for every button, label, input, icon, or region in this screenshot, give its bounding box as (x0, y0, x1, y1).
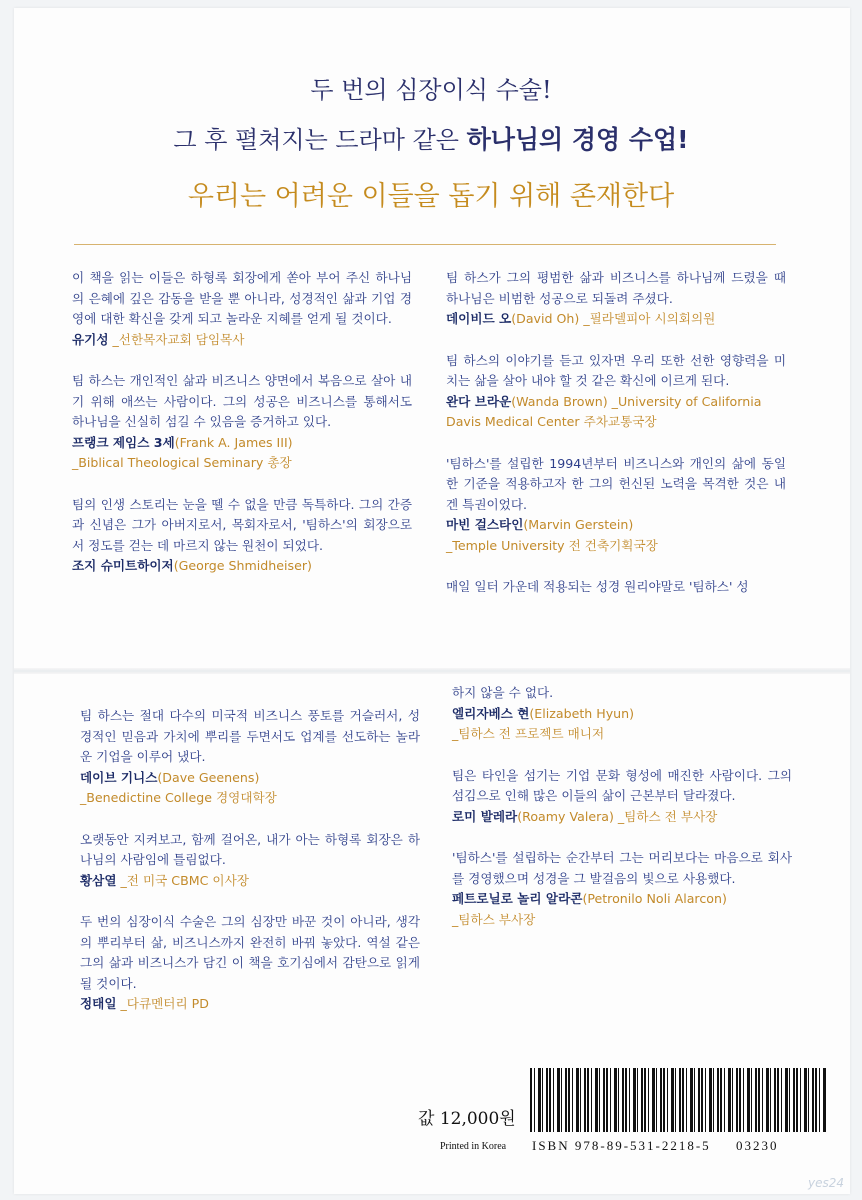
endorsement-text: 팀 하스는 개인적인 삶과 비즈니스 양면에서 복음으로 살아 내기 위해 애쓰는 사람이다. 그의 성공은 비즈니스를 통해서도 하나님을 신실히 섬길 수 있음을 증거하고 있다. (72, 373, 412, 429)
author-english-name: (Marvin Gerstein) (523, 517, 634, 532)
author-affiliation: _필라델피아 시의회의원 (579, 311, 716, 326)
author-english-name: (George Shmidheiser) (173, 558, 312, 573)
fold-crease (14, 668, 850, 674)
author-name: 프랭크 제임스 3세 (72, 434, 175, 450)
endorsement-column-1 (72, 268, 412, 598)
author-name: 페트로닐로 놀리 알라콘 (452, 891, 583, 906)
author-affiliation: _전 미국 CBMC 이사장 (116, 872, 249, 888)
endorsement (80, 830, 420, 892)
headline-line-2-bold: 하나님의 경영 수업! (466, 125, 689, 154)
author-name: 조지 슈미트하이저 (72, 558, 174, 573)
author-affiliation: _Biblical Theological Seminary 총장 (72, 455, 292, 470)
endorsement-credit (72, 433, 412, 454)
isbn-barcode (530, 1068, 826, 1132)
endorsement (452, 766, 792, 828)
endorsement-text: 팀 하스의 이야기를 듣고 있자면 우리 또한 선한 영향력을 미치는 삶을 살아 내야 할 것 같은 확신에 이르게 된다. (446, 352, 786, 388)
author-name: 유기성 (72, 331, 109, 347)
author-affiliation: _Benedictine College 경영대학장 (80, 790, 277, 805)
endorsement-text: 팀의 인생 스토리는 눈을 뗄 수 없을 만큼 독특하다. 그의 간증과 신념은 그가 아버지로서, 목회자로서, '팀하스'의 회장으로서 정도를 걷는 데 마르지 않는 원천이 되었다. (72, 496, 412, 553)
author-affiliation: _선한목자교회 담임목사 (108, 331, 245, 347)
author-english-name: (Elizabeth Hyun) (529, 705, 635, 721)
endorsement-text: 팀 하스가 그의 평범한 삶과 비즈니스를 하나님께 드렸을 때 하나님은 비범한 성공으로 되돌려 주셨다. (446, 270, 786, 306)
author-affiliation: _다큐멘터리 PD (116, 996, 209, 1011)
endorsement-credit (80, 994, 420, 1015)
endorsement-credit (80, 871, 420, 892)
author-english-name: (Wanda Brown) (511, 393, 608, 409)
endorsement (72, 495, 412, 577)
endorsement (80, 912, 420, 1015)
author-english-name: (David Oh) (511, 311, 580, 326)
endorsement (446, 268, 786, 330)
endorsement-credit (72, 556, 412, 577)
endorsement-text: 매일 일터 가운데 적용되는 성경 원리야말로 '팀하스' 성 (446, 579, 749, 594)
endorsement-column-3 (80, 706, 420, 1036)
endorsement-credit (452, 807, 792, 828)
author-english-name: (Petronilo Noli Alarcon) (582, 891, 727, 906)
endorsement-column-4 (452, 683, 792, 951)
author-name: 완다 브라운 (446, 393, 512, 409)
endorsement (446, 577, 786, 598)
endorsement (80, 706, 420, 809)
author-name: 마빈 걸스타인 (446, 517, 524, 532)
endorsement (72, 268, 412, 350)
author-name: 정태일 (80, 996, 117, 1011)
printed-in-label: Printed in Korea (440, 1141, 507, 1152)
endorsement-credit (446, 309, 786, 330)
endorsement-text: 이 책을 읽는 이들은 하형록 회장에게 쏟아 부어 주신 하나님의 은혜에 깊은 감동을 받을 뿐 아니라, 성경적인 삶과 기업 경영에 대한 확신을 갖게 되고 놀라운 지혜를 얻게 될 것이다. (72, 270, 412, 326)
author-affiliation: _팀하스 부사장 (452, 911, 536, 927)
author-english-name: (Frank A. James III) (174, 434, 293, 450)
endorsement-credit (446, 515, 786, 536)
price-label: 값 12,000원 (418, 1109, 516, 1129)
watermark: yes24 (808, 1176, 845, 1190)
author-affiliation: _Temple University 전 건축기획국장 (446, 537, 658, 553)
endorsement-text: 오랫동안 지켜보고, 함께 걸어온, 내가 아는 하형록 회장은 하나님의 사람임에 틀림없다. (80, 831, 420, 867)
author-name: 데이브 기니스 (80, 769, 158, 785)
gold-divider (74, 244, 776, 245)
endorsement-credit (452, 889, 792, 910)
endorsement-text: 팀은 타인을 섬기는 기업 문화 형성에 매진한 사람이다. 그의 섬김으로 인해 많은 이들의 삶이 근본부터 달라졌다. (452, 767, 792, 803)
endorsement (452, 848, 792, 930)
author-english-name: (Roamy Valera) (517, 808, 614, 824)
endorsement-credit (446, 392, 786, 433)
endorsement-text: 두 번의 심장이식 수술은 그의 심장만 바꾼 것이 아니라, 생각의 뿌리부터 삶, 비즈니스까지 완전히 바꿔 놓았다. 역설 같은 그의 삶과 비즈니스가 담긴 이 책을 호기심에서 감탄으로 읽게 될 것이다. (80, 914, 420, 991)
endorsement-credit (72, 330, 412, 351)
author-affiliation: _University of California Davis Medical Center 주차교통국장 (446, 393, 762, 429)
author-name: 로미 발레라 (452, 808, 518, 824)
endorsement-text: '팀하스'를 설립하는 순간부터 그는 머리보다는 마음으로 회사를 경영했으며 성경을 그 발걸음의 빛으로 사용했다. (452, 850, 792, 886)
endorsement-text: 하지 않을 수 없다. (452, 685, 554, 700)
isbn-number: ISBN 978-89-531-2218-5 (532, 1138, 711, 1153)
endorsement-credit (80, 768, 420, 789)
author-name: 엘리자베스 현 (452, 705, 530, 721)
headline-tagline: 우리는 어려운 이들을 돕기 위해 존재한다 (187, 181, 675, 212)
endorsement-text: 팀 하스는 절대 다수의 미국적 비즈니스 풍토를 거슬러서, 성경적인 믿음과 가치에 뿌리를 두면서도 업계를 선도하는 놀라운 기업을 이루어 냈다. (80, 708, 420, 764)
endorsement-credit (452, 704, 792, 725)
author-affiliation: _팀하스 전 부사장 (613, 808, 718, 824)
author-name: 황삼열 (80, 872, 117, 888)
headline-line-1: 두 번의 심장이식 수술! (310, 76, 552, 104)
author-affiliation: _팀하스 전 프로젝트 매니저 (452, 726, 605, 741)
headline-line-2-prefix: 그 후 펼쳐지는 드라마 같은 (173, 126, 467, 154)
headline-line-2 (0, 120, 862, 156)
endorsement (452, 683, 792, 745)
endorsement-text: '팀하스'를 설립한 1994년부터 비즈니스와 개인의 삶에 동일한 기준을 적용하고자 한 그의 헌신된 노력을 목격한 것은 내겐 특권이었다. (446, 455, 786, 512)
author-english-name: (Dave Geenens) (157, 769, 260, 785)
endorsement (72, 371, 412, 474)
isbn-addon-code: 03230 (736, 1138, 779, 1153)
endorsement (446, 351, 786, 433)
endorsement-column-2 (446, 268, 786, 619)
author-name: 데이비드 오 (446, 311, 512, 326)
endorsement (446, 454, 786, 557)
